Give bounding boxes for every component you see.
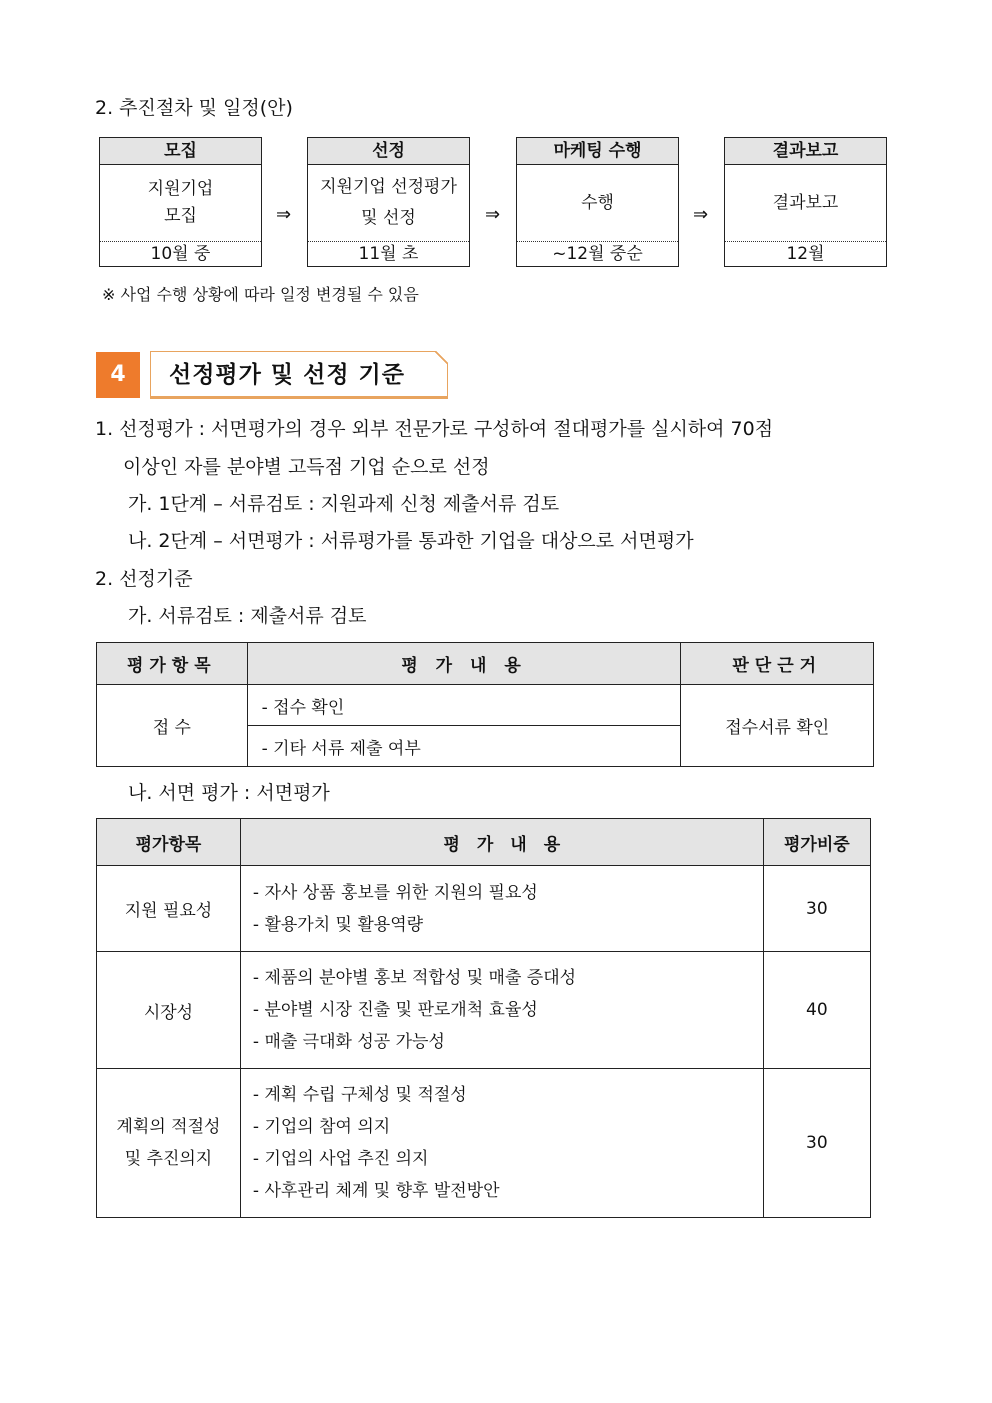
criteria-item2: 2. 선정기준 xyxy=(95,568,193,590)
flow-step-title: 선정 xyxy=(308,138,469,165)
criteria-sub-b: 나. 2단계 – 서면평가 : 서류평가를 통과한 기업을 대상으로 서면평가 xyxy=(128,530,694,552)
table-cell-item xyxy=(97,1069,241,1218)
column-header: 판단근거 xyxy=(681,643,874,685)
column-header: 평가항목 xyxy=(97,819,241,866)
section-number-badge: 4 xyxy=(96,352,140,398)
content-bullet: - 활용가치 및 활용역량 xyxy=(252,914,424,935)
flow-step-body-line: 및 선정 xyxy=(361,208,416,228)
criteria-item1-line2: 이상인 자를 분야별 고득점 기업 순으로 선정 xyxy=(123,456,490,478)
column-header: 평 가 내 용 xyxy=(247,643,681,685)
table-cell-contents xyxy=(240,866,763,952)
flow-step-body-line: 모집 xyxy=(164,206,197,226)
criteria-sub-a: 가. 1단계 – 서류검토 : 지원과제 신청 제출서류 검토 xyxy=(128,493,560,515)
arrow-icon: ⇒ xyxy=(276,204,292,225)
content-bullet: - 매출 극대화 성공 가능성 xyxy=(252,1032,445,1052)
content-bullet: - 사후관리 체계 및 향후 발전방안 xyxy=(252,1181,500,1201)
content-bullet: - 기업의 참여 의지 xyxy=(252,1117,391,1137)
flow-step-period: 12월 xyxy=(725,241,886,267)
column-header: 평가비중 xyxy=(763,819,870,866)
table-cell-content: - 기타 서류 제출 여부 xyxy=(247,726,681,767)
section-title: 선정평가 및 선정 기준 xyxy=(169,362,405,388)
section-title-box xyxy=(150,351,448,399)
table-cell-contents xyxy=(240,952,763,1069)
flow-step-marketing xyxy=(516,137,679,267)
flow-step-period: 10월 중 xyxy=(100,241,261,267)
arrow-icon: ⇒ xyxy=(485,204,501,225)
table-cell-category: 접 수 xyxy=(97,685,248,767)
item-line: 계획의 적절성 xyxy=(116,1117,221,1137)
document-review-table xyxy=(96,642,874,767)
content-bullet: - 계획 수립 구체성 및 적절성 xyxy=(252,1085,467,1105)
criteria-item2-b: 나. 서면 평가 : 서면평가 xyxy=(128,782,330,804)
table-cell-contents xyxy=(240,1069,763,1218)
table-row xyxy=(97,866,871,952)
column-header: 평가항목 xyxy=(97,643,248,685)
flow-step-body-line: 지원기업 xyxy=(147,179,214,199)
table-row xyxy=(97,952,871,1069)
flow-step-report xyxy=(724,137,887,267)
flow-step-title: 마케팅 수행 xyxy=(517,138,678,165)
arrow-icon: ⇒ xyxy=(693,204,709,225)
flow-step-title: 결과보고 xyxy=(725,138,886,165)
flow-step-period: ~12월 중순 xyxy=(517,241,678,267)
schedule-note: ※ 사업 수행 상황에 따라 일정 변경될 수 있음 xyxy=(102,285,419,304)
criteria-item1-line1: 1. 선정평가 : 서면평가의 경우 외부 전문가로 구성하여 절대평가를 실시하여 70점 xyxy=(95,418,774,440)
table-cell-weight: 30 xyxy=(763,866,870,952)
content-bullet: - 자사 상품 홍보를 위한 지원의 필요성 xyxy=(252,882,538,903)
table-cell-item xyxy=(97,866,241,952)
table-cell-weight: 30 xyxy=(763,1069,870,1218)
flow-step-body-line: 결과보고 xyxy=(772,192,839,213)
criteria-item2-a: 가. 서류검토 : 제출서류 검토 xyxy=(128,605,367,627)
table-row xyxy=(97,1069,871,1218)
content-bullet: - 기업의 사업 추진 의지 xyxy=(252,1149,429,1169)
flow-step-title: 모집 xyxy=(100,138,261,165)
flow-step-body-line: 지원기업 선정평가 xyxy=(320,177,457,197)
written-evaluation-table xyxy=(96,818,871,1218)
table-cell-basis: 접수서류 확인 xyxy=(681,685,874,767)
table-cell-content: - 접수 확인 xyxy=(247,685,681,726)
flow-step-period: 11월 초 xyxy=(308,241,469,267)
content-bullet: - 분야별 시장 진출 및 판로개척 효율성 xyxy=(252,1000,538,1020)
flow-step-body-line: 수행 xyxy=(581,192,614,213)
flow-step-recruit xyxy=(99,137,262,267)
item-line: 및 추진의지 xyxy=(124,1149,213,1169)
procedure-heading: 2. 추진절차 및 일정(안) xyxy=(95,97,293,119)
flow-step-selection xyxy=(307,137,470,267)
item-line: 시장성 xyxy=(143,1002,194,1023)
item-line: 지원 필요성 xyxy=(124,901,213,921)
content-bullet: - 제품의 분야별 홍보 적합성 및 매출 증대성 xyxy=(252,968,577,988)
folded-corner-icon xyxy=(435,351,448,364)
table-row xyxy=(97,685,874,726)
column-header: 평 가 내 용 xyxy=(240,819,763,866)
table-cell-weight: 40 xyxy=(763,952,870,1069)
table-cell-item xyxy=(97,952,241,1069)
